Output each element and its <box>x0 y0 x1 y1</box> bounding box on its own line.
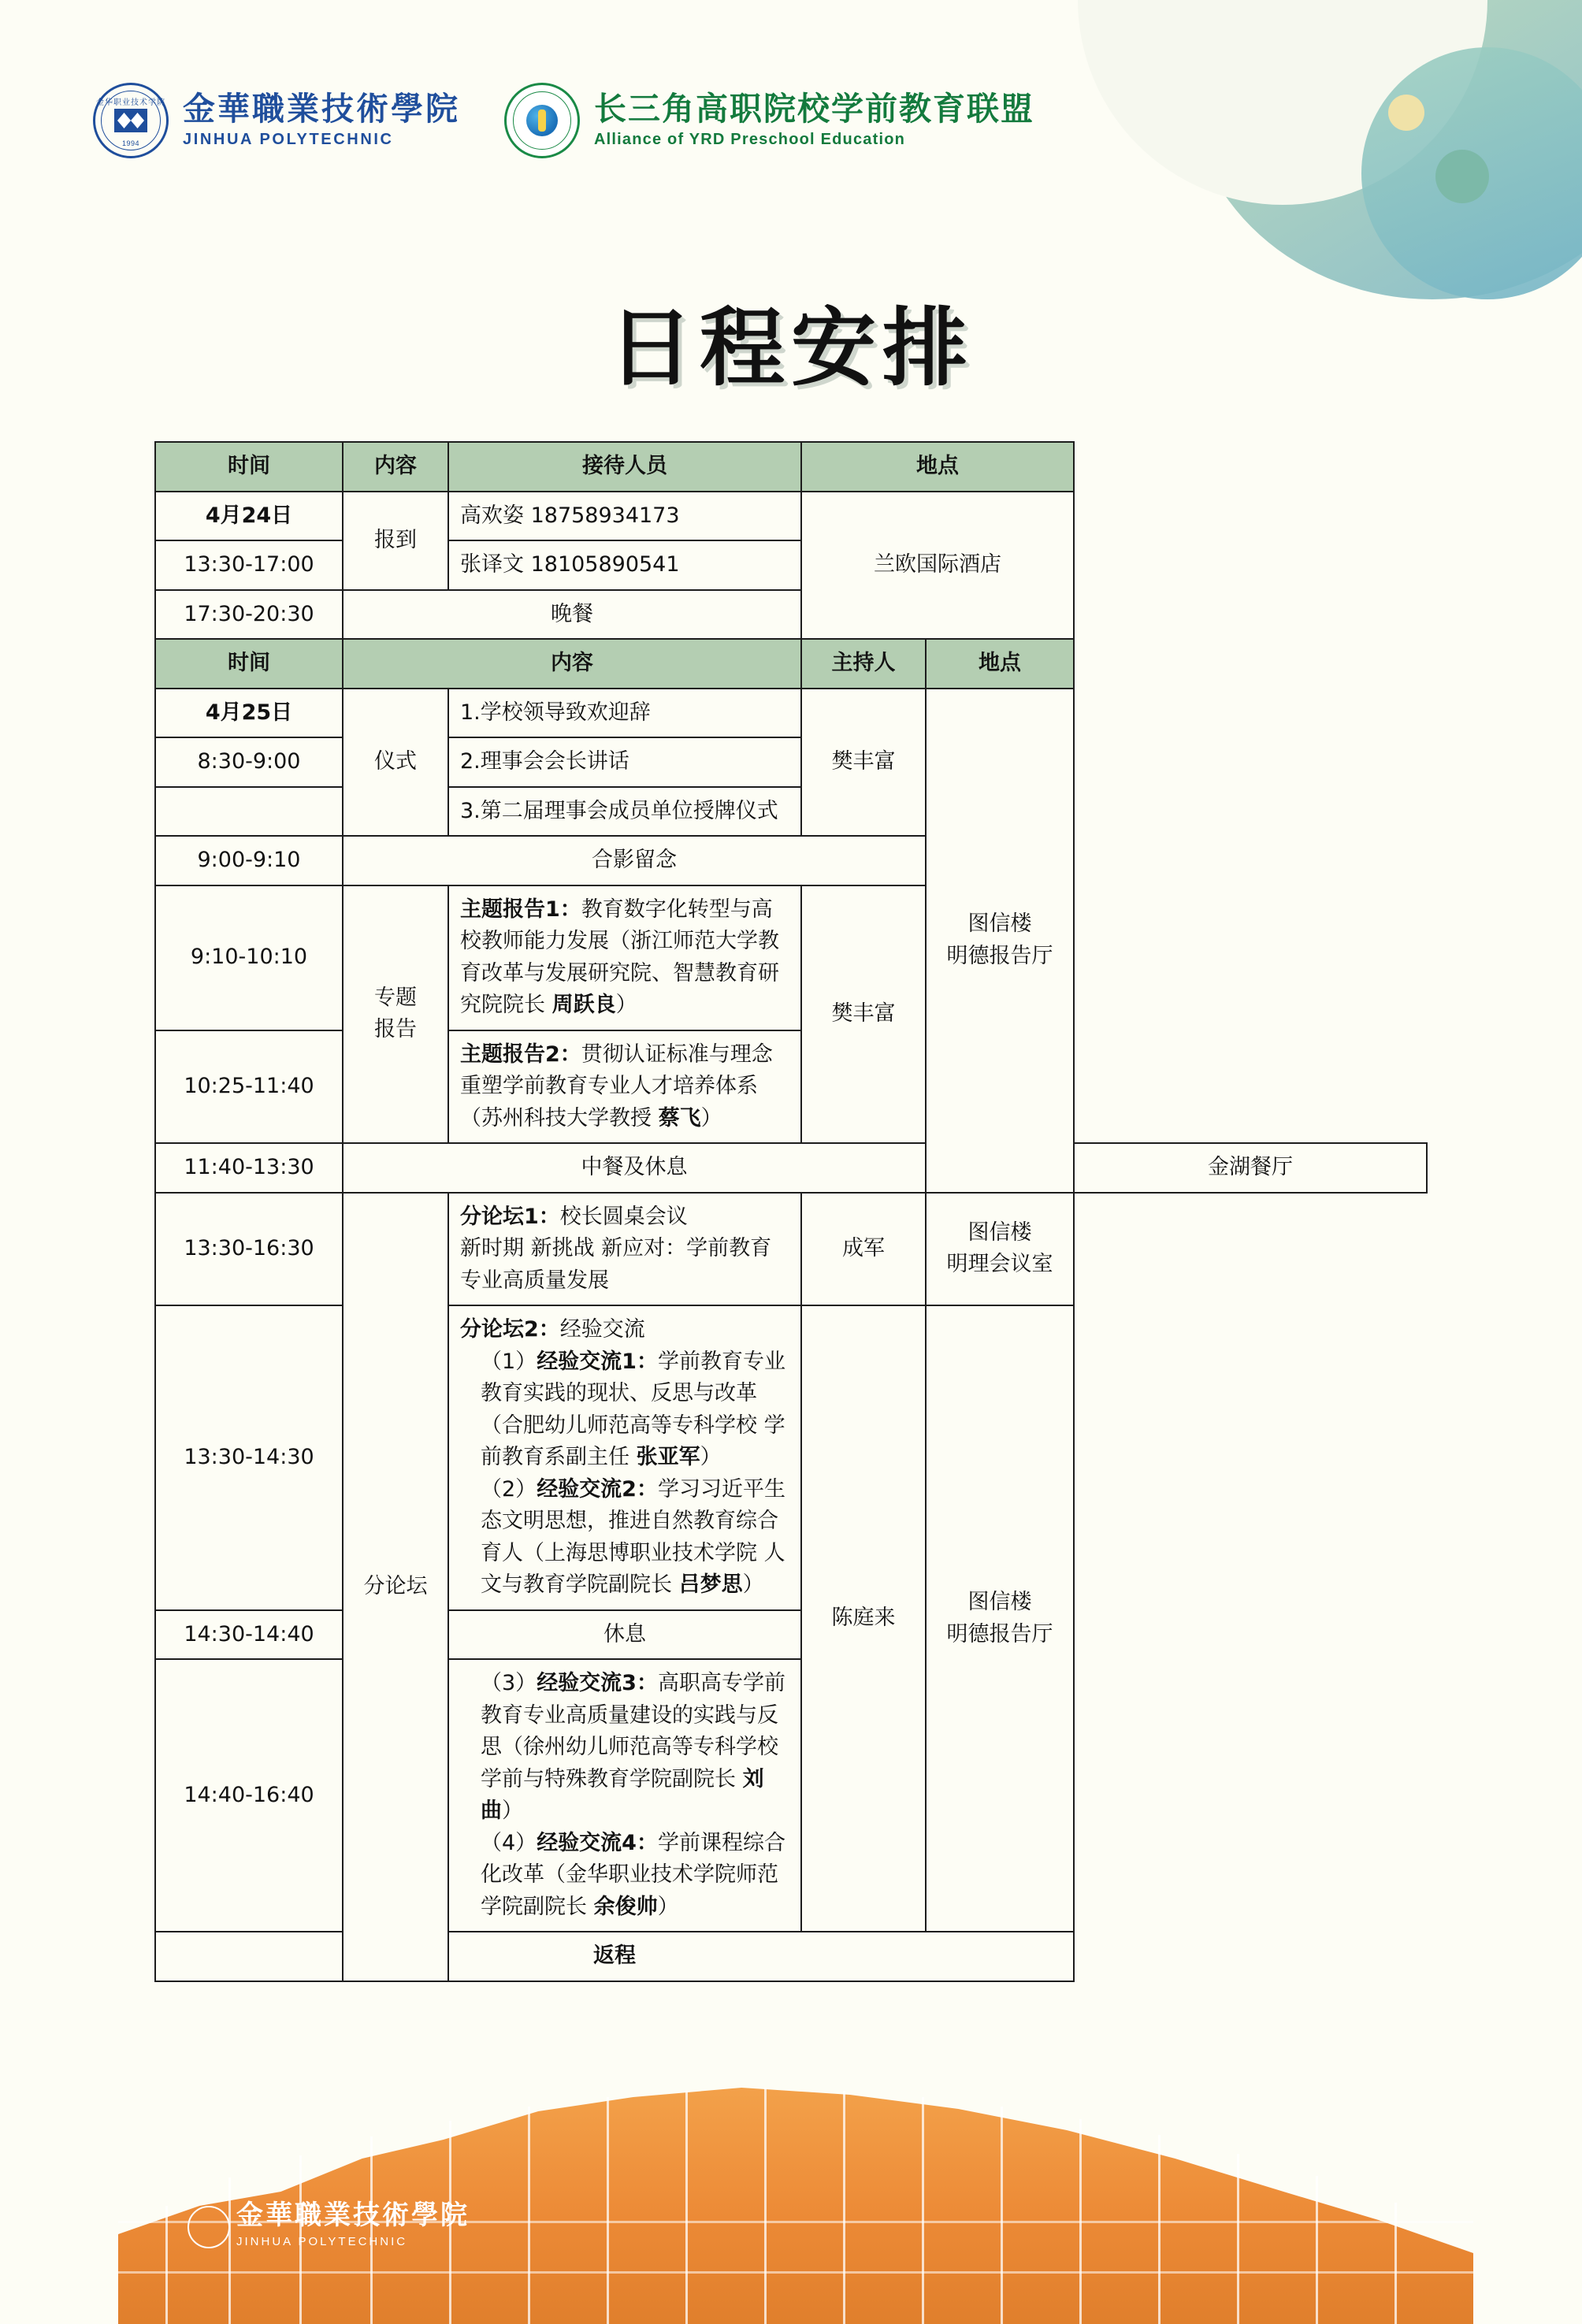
cell-keynote-1 <box>448 885 801 1030</box>
cell-date-0424: 4月24日 <box>155 492 343 541</box>
keynote-2-tail: ） <box>700 1105 722 1130</box>
col-header-place-2: 地点 <box>926 639 1074 689</box>
cell-lunch-label: 中餐及休息 <box>343 1143 926 1193</box>
kind-keynote-line1: 专题 <box>374 985 417 1010</box>
cell-break-label: 休息 <box>448 1610 801 1660</box>
exp-4-no: （4） <box>481 1830 537 1855</box>
exp-3-label: 经验交流3： <box>537 1671 658 1695</box>
keynote-2-label: 主题报告2： <box>460 1041 581 1067</box>
cell-ceremony-item-2: 2.理事会会长讲话 <box>448 737 801 787</box>
forum-2-title: 经验交流 <box>559 1317 645 1342</box>
cell-return-label: 返程 <box>155 1932 1074 1981</box>
blob-teal-large <box>1188 0 1582 299</box>
footer-name-cn: 金華職業技術學院 <box>236 2200 470 2231</box>
exp-4-label: 经验交流4： <box>537 1830 658 1855</box>
col-header-place: 地点 <box>801 442 1074 492</box>
place-line1: 图信楼 <box>967 911 1032 936</box>
jinhua-name-en: JINHUA POLYTECHNIC <box>183 131 394 149</box>
cell-ceremony-item-3: 3.第二届理事会成员单位授牌仪式 <box>448 787 801 837</box>
exp-2-speaker: 吕梦思 <box>678 1572 743 1597</box>
exp-4-speaker: 余俊帅 <box>593 1894 658 1919</box>
jinhua-name-cn: 金華職業技術學院 <box>183 89 460 128</box>
table-row-lunch <box>155 1143 1427 1193</box>
keynote-1-text: 教育数字化转型与高校教师能力发展（浙江师范大学教育改革与发展研究院、智慧教育研究院院长 <box>460 897 779 1017</box>
alliance-seal-icon <box>504 83 580 158</box>
exp-2-tail: ） <box>742 1572 764 1597</box>
cell-time-900-910: 9:00-9:10 <box>155 836 343 885</box>
jinhua-seal-top-text: 金华职业技术学院 <box>96 98 165 107</box>
exp-3-text: 高职高专学前教育专业高质量建设的实践与反思（徐州幼儿师范高等专科学校 学前与特殊教育学院副院长 <box>481 1671 785 1791</box>
cell-time-910-1010: 9:10-10:10 <box>155 885 343 1030</box>
cell-kind-keynote <box>343 885 448 1144</box>
cell-ceremony-item-1: 1.学校领导致欢迎辞 <box>448 689 801 738</box>
exp-3-speaker: 刘曲 <box>481 1766 764 1823</box>
exp-1-tail: ） <box>700 1445 722 1469</box>
cell-date-0425: 4月25日 <box>155 689 343 738</box>
footer-building-graphic <box>0 1993 1582 2324</box>
table-row-group-photo <box>155 836 1427 885</box>
blob-dot-green <box>1435 150 1489 203</box>
alliance-name-cn: 长三角高职院校学前教育联盟 <box>594 89 1034 128</box>
forum-1-place-line1: 图信楼 <box>967 1220 1032 1245</box>
forum-1-place-line2: 明理会议室 <box>946 1252 1053 1277</box>
footer-logo <box>236 2193 470 2248</box>
cell-time-1330-1630: 13:30-16:30 <box>155 1193 343 1306</box>
table-header-row-day1 <box>155 442 1427 492</box>
keynote-2-speaker: 蔡飞 <box>658 1105 701 1130</box>
schedule-table <box>154 441 1428 1982</box>
exp-1-label: 经验交流1： <box>537 1349 658 1374</box>
jinhua-seal-year: 1994 <box>121 139 140 147</box>
cell-forum-3 <box>448 1659 801 1932</box>
cell-time-1330-1700: 13:30-17:00 <box>155 540 343 590</box>
blob-dot-yellow <box>1388 95 1424 131</box>
cell-time-blank-ceremony <box>155 787 343 837</box>
table-row-registration-1 <box>155 492 1427 541</box>
forum-2-place-line2: 明德报告厅 <box>946 1621 1053 1646</box>
blob-teal-small <box>1361 47 1582 299</box>
jinhua-seal-icon <box>93 83 169 158</box>
cell-time-1440-1640: 14:40-16:40 <box>155 1659 343 1932</box>
cell-time-1025-1140: 10:25-11:40 <box>155 1030 343 1144</box>
table-row-dinner <box>155 590 1427 640</box>
forum-1-label: 分论坛1： <box>460 1204 560 1229</box>
footer-seal-icon <box>188 2206 230 2248</box>
cell-keynote-2 <box>448 1030 801 1144</box>
exp-1-speaker: 张亚军 <box>636 1445 700 1469</box>
schedule-table-wrapper <box>154 441 1428 1982</box>
table-row-keynote-1 <box>155 885 1427 1030</box>
alliance-seal-emblem-icon <box>526 105 558 136</box>
exp-3-no: （3） <box>481 1671 537 1695</box>
exp-2-label: 经验交流2： <box>537 1476 658 1502</box>
forum-1-subtitle: 新时期 新挑战 新应对：学前教育专业高质量发展 <box>460 1236 772 1293</box>
table-header-row-day2 <box>155 639 1427 689</box>
alliance-name-en: Alliance of YRD Preschool Education <box>594 131 906 149</box>
keynote-2-text: 贯彻认证标准与理念 重塑学前教育专业人才培养体系（苏州科技大学教授 <box>460 1041 773 1130</box>
cell-time-1330-1430: 13:30-14:30 <box>155 1305 343 1610</box>
cell-place-mingli-room <box>926 1193 1074 1306</box>
cell-place-hotel: 兰欧国际酒店 <box>801 492 1074 640</box>
table-row-return <box>155 1932 1427 1981</box>
keynote-1-speaker: 周跃良 <box>551 993 616 1017</box>
cell-dinner: 晚餐 <box>343 590 801 640</box>
exp-2-no: （2） <box>481 1476 537 1502</box>
col-header-content-2: 内容 <box>343 639 801 689</box>
exp-2-text: 学习习近平生态文明思想，推进自然教育综合育人（上海思博职业技术学院 人文与教育学院副院长 <box>481 1476 785 1597</box>
cell-group-photo: 合影留念 <box>343 836 926 885</box>
cell-time-830-900: 8:30-9:00 <box>155 737 343 787</box>
header-logos <box>93 83 1034 158</box>
forum-2-label: 分论坛2： <box>460 1317 560 1342</box>
cell-staff-line2: 张译文 18105890541 <box>448 540 801 590</box>
keynote-1-label: 主题报告1： <box>460 897 581 922</box>
table-row-ceremony-1 <box>155 689 1427 738</box>
cell-host-ceremony: 樊丰富 <box>801 689 926 837</box>
cell-host-keynote: 樊丰富 <box>801 885 926 1144</box>
cell-time-1730-2030: 17:30-20:30 <box>155 590 343 640</box>
page-title: 日程安排 <box>607 299 974 398</box>
exp-4-text: 学前课程综合化改革（金华职业技术学院师范学院副院长 <box>481 1830 785 1919</box>
cell-staff-line1: 高欢姿 18758934173 <box>448 492 801 541</box>
forum-1-title: 校长圆桌会议 <box>559 1204 688 1229</box>
kind-keynote-line2: 报告 <box>374 1017 417 1042</box>
cell-host-forum-1: 成军 <box>801 1193 926 1306</box>
col-header-staff: 接待人员 <box>448 442 801 492</box>
col-header-content: 内容 <box>343 442 448 492</box>
logo-jinhua-polytechnic <box>93 83 460 158</box>
col-header-time: 时间 <box>155 442 343 492</box>
place-line2: 明德报告厅 <box>946 943 1053 968</box>
cell-place-mingde-hall-1 <box>926 689 1074 1193</box>
table-row-forum-1 <box>155 1193 1427 1306</box>
forum-2-place-line1: 图信楼 <box>967 1590 1032 1614</box>
logo-yrd-alliance <box>504 83 1034 158</box>
keynote-1-tail: ） <box>615 993 637 1017</box>
cell-place-jinhu-canteen: 金湖餐厅 <box>1074 1143 1427 1193</box>
cell-kind-registration: 报到 <box>343 492 448 590</box>
exp-1-text: 学前教育专业教育实践的现状、反思与改革（合肥幼儿师范高等专科学校 学前教育系副主任 <box>481 1349 785 1469</box>
col-header-host: 主持人 <box>801 639 926 689</box>
footer-name-en: JINHUA POLYTECHNIC <box>236 2235 408 2248</box>
blob-pale-green <box>1149 0 1346 165</box>
col-header-time-2: 时间 <box>155 639 343 689</box>
exp-3-tail: ） <box>502 1799 523 1823</box>
cell-time-1140-1330: 11:40-13:30 <box>155 1143 343 1193</box>
exp-4-tail: ） <box>657 1894 679 1919</box>
exp-1-no: （1） <box>481 1349 537 1374</box>
cell-forum-2 <box>448 1305 801 1610</box>
cell-kind-forum: 分论坛 <box>343 1193 448 1981</box>
cell-kind-ceremony: 仪式 <box>343 689 448 837</box>
cell-host-forum-2: 陈庭来 <box>801 1305 926 1932</box>
jinhua-seal-emblem-icon <box>114 109 147 132</box>
cell-time-1430-1440: 14:30-14:40 <box>155 1610 343 1660</box>
cell-forum-1 <box>448 1193 801 1306</box>
blob-cream <box>1078 0 1487 205</box>
cell-place-mingde-hall-2 <box>926 1305 1074 1932</box>
